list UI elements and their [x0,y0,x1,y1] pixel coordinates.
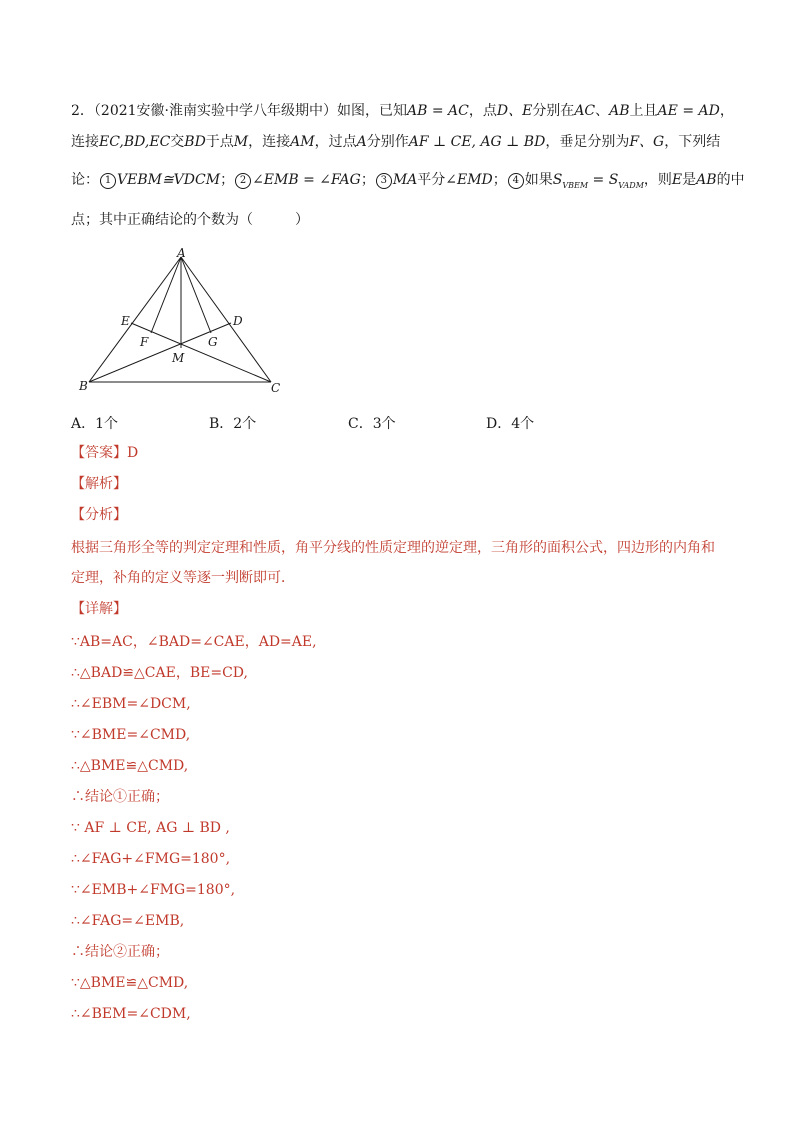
option-c[interactable]: C．3个 [348,416,396,432]
text: ，连接 [248,134,291,150]
fenxi-tag: 【分析】 [71,507,127,523]
solution-step: ∴∠FAG+∠FMG=180°, [71,851,231,867]
answer-line [71,443,138,463]
text: ； [220,172,235,188]
text: 交 [170,134,185,150]
text: = [588,172,609,188]
option-d[interactable]: D．4个 [486,416,535,432]
math: AE = AD [657,103,720,119]
text: 分别作 [366,134,409,150]
text: ， [719,103,734,119]
fenxi-text-1: 根据三角形全等的判定定理和性质，角平分线的性质定理的逆定理，三角形的面积公式，四边形的内角和 [71,540,715,556]
math: E [671,172,683,188]
option-a[interactable]: A．1个 [71,416,119,432]
subscript: VBEM [562,181,589,190]
solution-step: ∴∠BEM=∠CDM, [71,1006,191,1022]
text: 上且 [629,103,658,119]
label-D: D [233,314,243,328]
solution-step: ∴∠FAG=∠EMB, [71,913,185,929]
label-G: G [208,335,218,349]
solution-step: ∴△BME≌△CMD, [71,758,189,774]
text: ，下列结 [664,134,721,150]
math: ∠EMB = ∠FAG [252,172,361,188]
circled-number-2: 2 [235,173,251,189]
circled-number-1: 1 [100,173,116,189]
question-line-1 [71,101,734,121]
solution-step: ∵AB=AC，∠BAD=∠CAE，AD=AE, [71,634,317,650]
question-line-2 [71,132,721,152]
math: D、E [496,103,533,119]
math: AB [609,103,630,119]
answer-tag: 【答案】 [71,445,127,461]
math: M [233,134,249,150]
question-line-3 [71,170,745,196]
math: ∠EMD [445,172,493,188]
solution-step: ∴结论②正确； [71,944,169,960]
math: BD [184,134,206,150]
math: S [552,172,563,188]
subscript: VADM [618,181,644,190]
math: AM [290,134,315,150]
detail-tag: 【详解】 [71,601,127,617]
solution-step: ∴∠EBM=∠DCM, [71,696,191,712]
solution-step: ∵∠BME=∠CMD, [71,727,191,743]
text: 、 [595,103,610,119]
circled-number-3: 3 [376,173,392,189]
text: ，过点 [314,134,357,150]
label-B: B [79,379,88,393]
text: 是 [682,172,697,188]
label-A: A [177,246,186,260]
solution-step: ∵∠EMB+∠FMG=180°, [71,882,236,898]
fenxi-text-2: 定理，补角的定义等逐一判断即可． [71,570,295,586]
segment-AF [151,257,181,333]
segment-AG [181,257,211,333]
analysis-tag: 【解析】 [71,476,127,492]
solution-step: ∵ AF ⊥ CE, AG ⊥ BD , [71,820,230,836]
text: 如果 [524,172,553,188]
text: 点；其中正确结论的个数为（ ） [71,212,309,228]
triangle-figure [71,245,291,400]
math: AB [696,172,717,188]
answer-value: D [127,445,139,461]
math: AF ⊥ CE, AG ⊥ BD [408,134,546,150]
math: MA [392,172,418,188]
text: 于点 [205,134,234,150]
solution-step: ∵△BME≌△CMD, [71,975,189,991]
text: ，点 [468,103,497,119]
label-E: E [121,314,130,328]
text: ； [492,172,507,188]
math: VEBM≅VDCM [117,172,221,188]
math: EC,BD,EC [99,134,171,150]
text: 的中 [716,172,745,188]
text: ，垂足分别为 [545,134,630,150]
circled-number-4: 4 [508,173,524,189]
text: ，则 [643,172,672,188]
answer-options [71,413,721,433]
analysis-tag-line [71,474,127,494]
question-line-4 [71,210,721,230]
solution-step: ∴结论①正确； [71,789,169,805]
text: 分别在 [532,103,575,119]
math: AC [574,103,596,119]
fenxi-tag-line [71,505,127,525]
label-C: C [271,381,281,395]
text: 连接 [71,134,99,150]
label-M: M [172,351,185,365]
text: ； [360,172,375,188]
math: S [608,172,619,188]
text: 论： [71,172,99,188]
math: F、G [629,134,665,150]
math: A [356,134,367,150]
detail-tag-line [71,599,127,619]
solution-step: ∴△BAD≌△CAE，BE=CD, [71,665,248,681]
question-source: 2．（2021安徽·淮南实验中学八年级期中）如图，已知 [71,103,407,119]
label-F: F [140,335,149,349]
option-b[interactable]: B．2个 [209,416,257,432]
math: AB = AC [407,103,469,119]
text: 平分 [417,172,446,188]
